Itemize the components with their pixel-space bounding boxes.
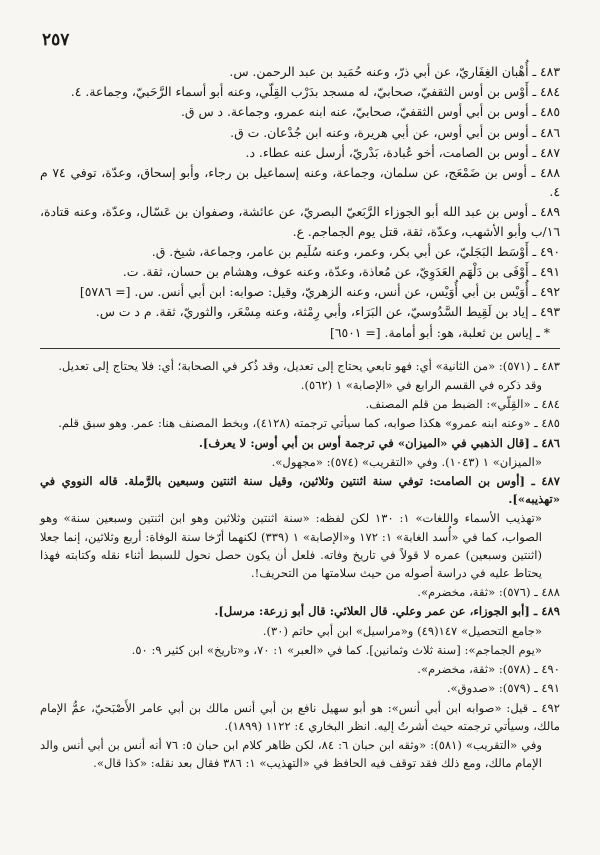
entry-490: ٤٩٠ ـ أَوْسَط البَجَليّ، عن أبي بكر، وعمر، وعنه سُلَيم بن عامر، وجماعة، شيخ. ق. bbox=[151, 243, 560, 259]
note-492: ٤٩٢ ـ قيل: «صوابه ابن أبي أنس»: هو أبو سهيل نافع بن أبي أنس مالك بن أبي عامر الأَصْبَحيّ، عمُّ الإمام مالك، وسيأتي ترجمته حيث أشرتُ إليه. انظر البخاري ٤: ١١٢٢ (١٨٩٩). bbox=[40, 700, 560, 733]
page-number: ٢٥٧ bbox=[42, 30, 70, 50]
entry-483: ٤٨٣ ـ أُهْبان الغِفَاريّ، عن أبي ذرّ، وعنه حُمَيد بن عبد الرحمن. س. bbox=[229, 64, 560, 79]
note-486: ٤٨٦ ـ [قال الذهبي في «الميزان» في ترجمة أوس بن أبي أوس: لا يعرف]. bbox=[198, 435, 560, 450]
main-entries bbox=[40, 62, 560, 342]
note-487: ٤٨٧ ـ [أوس بن الصامت: توفي سنة اثنتين وثلاثين، وقيل سنة اثنتين وسبعين بالرَّملة. قاله النووي في «تهذيبه»]. bbox=[40, 474, 560, 507]
note-489-cont-1: «جامع التحصيل» ١٤٧(٤٩) و«مراسيل» ابن أبي حاتم (٣٠). bbox=[262, 623, 542, 638]
footnotes bbox=[40, 357, 560, 772]
entry-493: ٤٩٣ ـ إياد بن لَقِيط السَّدُوسيّ، عن البَرَاء، وأبي رِمْثة، وعنه مِسْعَر، والثوريّ، ثقة. م د ت س. bbox=[95, 304, 560, 320]
footnote-separator bbox=[40, 348, 560, 349]
note-492-cont: وفي «التقريب» (٥٨١): «وثقه ابن حبان ٦: ٨٤، لكن ظاهر كلام ابن حبان ٥: ٧٦ أنه أنس بن أبي أنس والد الإمام مالك، ومع ذلك فقد توقف فيه الحافظ في «التهذيب» ١: ٣٨٦ فقال بعد نقله: «كذا قال». bbox=[40, 737, 543, 771]
entry-491: ٤٩١ ـ أَوْفَى بن دَلْهَم العَدَوِيّ، عن مُعاذة، وعدّة، وعنه عوف، وهشام بن حسان، ثقة. ت. bbox=[122, 264, 560, 280]
entry-492: ٤٩٢ ـ أُوَيْس بن أبي أُوَيْس، عن أنس، وعنه الزهريّ، وقيل: صوابه: ابن أبي أنس. س. [= ٥٧٨٦] bbox=[79, 284, 560, 300]
entry-485: ٤٨٥ ـ أوس بن أبي أوس الثقفيّ، صحابيّ، عنه ابنه عمرو، وجماعة. د س ق. bbox=[180, 104, 560, 120]
entry-489: ٤٨٩ ـ أوس بن عبد الله أبو الجوزاء الرَّبَعيّ البصريّ، عن عائشة، وصفوان بن عَسّال، وعدّة، وعنه قتادة، ١٦/ب وأبو الأشهب، وعدّة، ثقة، قتل يوم الجماجم. ع. bbox=[40, 204, 560, 239]
note-484: ٤٨٤ ـ «القِلّي»: الضبط من قلم المصنف. bbox=[365, 397, 560, 412]
note-489-cont-2: «يوم الجماجم»: [سنة ثلاث وثمانين]. كما في «العبر» ١: ٧٠، و«تاريخ» ابن كثير ٩: ٥٠. bbox=[131, 642, 542, 657]
note-490: ٤٩٠ ـ (٥٧٨): «ثقة، مخضرم». bbox=[417, 662, 560, 677]
note-487-cont: «تهذيب الأسماء واللغات» ١: ١٣٠ لكن لفظه: «سنة اثنتين وثلاثين وهو ابن اثنتين وسبعين سنة» وهو الصواب، كما في «أُسد الغابة» ١: ١٧٢ و«الإصابة» ١ (٣٣٩) لكنهما أرّخا سنة الوفاة: أربع وثلاثين، إنما جعلا (اثنتين وسبعين) عمره لا قولاً في تاريخ وفاته. فلعل أن يكون حصل نحول للسبط أثناء نقله وكتابته فهذا يحتاط عليه في دراسة أصوله من حيث سلامتها من التحريف!. bbox=[40, 511, 542, 581]
note-483-cont: وقد ذكره في القسم الرابع في «الإصابة» ١ (٥٦٢). bbox=[300, 378, 542, 393]
note-483: ٤٨٣ ـ (٥٧١): «من الثانية» أي: فهو تابعي يحتاج إلى تعديل، وقد ذُكر في الصحابة؛ أي: فلا يحتاج إلى تعديل. bbox=[58, 358, 560, 373]
entry-487: ٤٨٧ ـ أوس بن الصامت، أخو عُبادة، بَدْريّ، أرسل عنه عطاء. د. bbox=[245, 144, 560, 160]
note-489: ٤٨٩ ـ [أبو الجوزاء، عن عمر وعلي. قال العلائي: قال أبو زرعة: مرسل]. bbox=[214, 604, 560, 619]
note-491: ٤٩١ ـ (٥٧٩): «صدوق». bbox=[446, 681, 560, 696]
entry-484: ٤٨٤ ـ أَوْس بن أوس الثقفيّ، صحابيّ، له مسجد بدَرْب القِلّي، وعنه أبو أسماء الرَّحَبيّ، وجماعة. ٤. bbox=[70, 84, 560, 100]
entry-486: ٤٨٦ ـ أوس بن أبي أوس، عن أبي هريرة، وعنه ابن جُدْعان. ت ق. bbox=[230, 124, 560, 140]
entry-cross-reference: * ـ إياس بن ثعلبة، هو: أبو أمامة. [= ٦٥٠١] bbox=[329, 324, 550, 340]
entry-488: ٤٨٨ ـ أوس بن ضَمْعَج، عن سلمان، وجماعة، وعنه إسماعيل بن رجاء، وأبو إسحاق، وعدّة، توفي ٧٤ م ٤. bbox=[40, 165, 560, 200]
note-485: ٤٨٥ ـ «وعنه ابنه عمرو» هكذا صوابه، كما سيأتي ترجمته (٤١٢٨)، وبخط المصنف هنا: عمر. وهو سبق قلم. bbox=[58, 416, 560, 431]
note-488: ٤٨٨ ـ (٥٧٦): «ثقة، مخضرم». bbox=[417, 585, 560, 600]
note-486-cont: «الميزان» ١ (١٠٤٣). وفي «التقريب» (٥٧٤): «مجهول». bbox=[271, 454, 542, 469]
